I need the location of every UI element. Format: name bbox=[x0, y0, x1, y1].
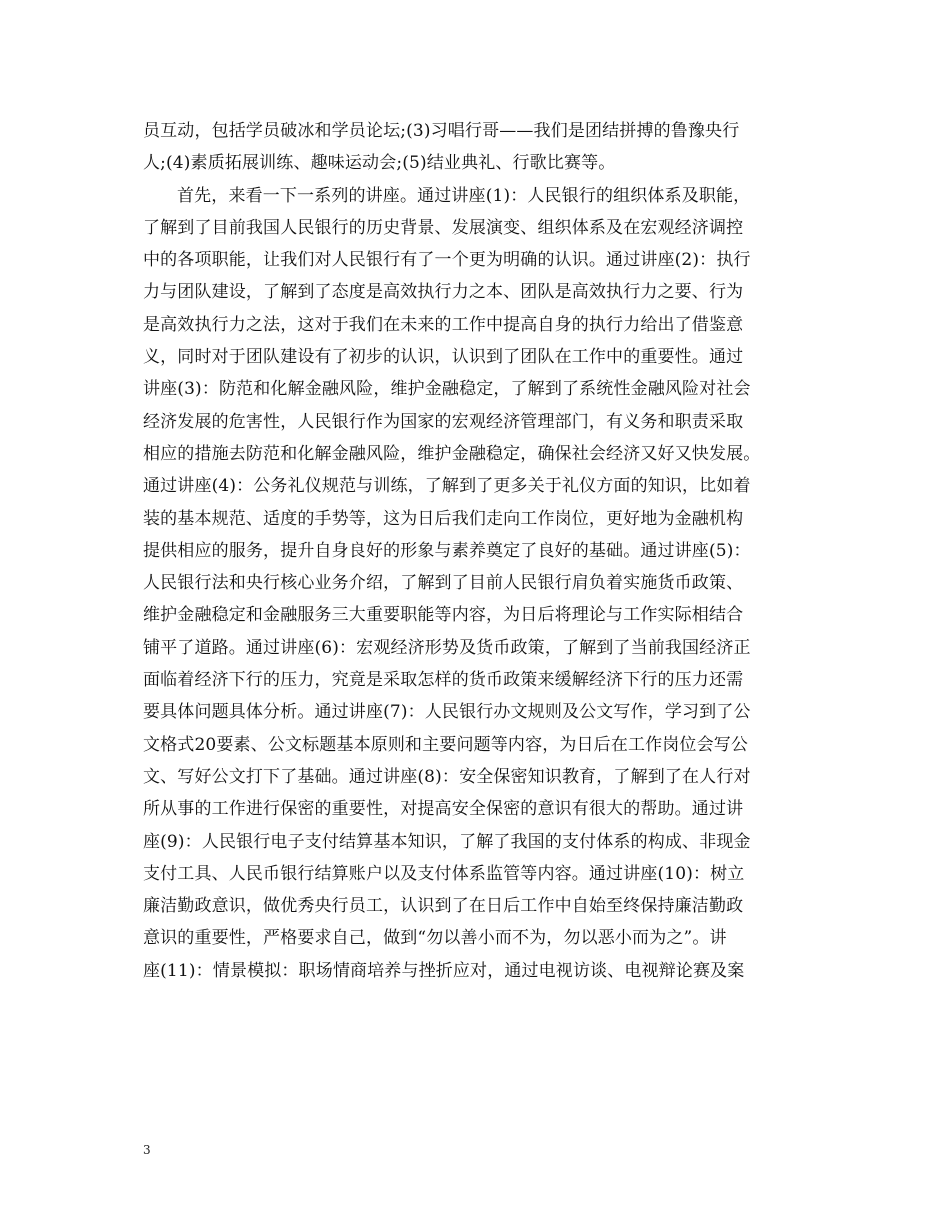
text-line: 了解到了目前我国人民银行的历史背景、发展演变、组织体系及在宏观经济调控 bbox=[143, 217, 744, 238]
text-line: 装的基本规范、适度的手势等，这为日后我们走向工作岗位，更好地为金融机构 bbox=[143, 508, 744, 529]
text-line: 人;(4)素质拓展训练、趣味运动会;(5)结业典礼、行歌比赛等。 bbox=[143, 153, 616, 174]
text-line: 相应的措施去防范和化解金融风险，维护金融稳定，确保社会经济又好又快发展。 bbox=[143, 443, 761, 464]
body-text bbox=[143, 115, 833, 987]
page-number: 3 bbox=[143, 1143, 151, 1157]
text-line: 面临着经济下行的压力，究竟是采取怎样的货币政策来缓解经济下行的压力还需 bbox=[143, 670, 744, 691]
text-line: 文格式20要素、公文标题基本原则和主要问题等内容，为日后在工作岗位会写公 bbox=[143, 734, 749, 755]
text-line: 中的各项职能，让我们对人民银行有了一个更为明确的认识。通过讲座(2)：执行 bbox=[143, 250, 751, 271]
text-line: 廉洁勤政意识，做优秀央行员工，认识到了在日后工作中自始至终保持廉洁勤政 bbox=[143, 896, 744, 917]
text-line: 通过讲座(4)：公务礼仪规范与训练，了解到了更多关于礼仪方面的知识，比如着 bbox=[143, 476, 751, 497]
text-line: 义，同时对于团队建设有了初步的认识，认识到了团队在工作中的重要性。通过 bbox=[143, 347, 744, 368]
text-line: 讲座(3)：防范和化解金融风险，维护金融稳定，了解到了系统性金融风险对社会 bbox=[143, 379, 751, 400]
text-line: 意识的重要性，严格要求自己，做到“勿以善小而不为，勿以恶小而为之”。讲 bbox=[143, 928, 727, 949]
text-line: 支付工具、人民币银行结算账户以及支付体系监管等内容。通过讲座(10)：树立 bbox=[143, 863, 745, 884]
paragraph-start-line: 首先，来看一下一系列的讲座。通过讲座(1)：人民银行的组织体系及职能， bbox=[177, 185, 751, 206]
text-line: 座(9)：人民银行电子支付结算基本知识，了解了我国的支付体系的构成、非现金 bbox=[143, 831, 751, 852]
text-line: 提供相应的服务，提升自身良好的形象与素养奠定了良好的基础。通过讲座(5)： bbox=[143, 540, 751, 561]
text-line: 是高效执行力之法，这对于我们在未来的工作中提高自身的执行力给出了借鉴意 bbox=[143, 314, 744, 335]
text-line: 经济发展的危害性，人民银行作为国家的宏观经济管理部门，有义务和职责采取 bbox=[143, 411, 744, 432]
text-line: 铺平了道路。通过讲座(6)：宏观经济形势及货币政策，了解到了当前我国经济正 bbox=[143, 637, 751, 658]
text-line: 所从事的工作进行保密的重要性，对提高安全保密的意识有很大的帮助。通过讲 bbox=[143, 799, 744, 820]
text-line: 员互动，包括学员破冰和学员论坛;(3)习唱行哥——我们是团结拼搏的鲁豫央行 bbox=[143, 121, 740, 141]
text-line: 要具体问题具体分析。通过讲座(7)：人民银行办文规则及公文写作，学习到了公 bbox=[143, 702, 751, 723]
text-line: 维护金融稳定和金融服务三大重要职能等内容，为日后将理论与工作实际相结合 bbox=[143, 605, 744, 626]
text-line: 座(11)：情景模拟：职场情商培养与挫折应对，通过电视访谈、电视辩论赛及案 bbox=[143, 960, 745, 981]
text-line: 人民银行法和央行核心业务介绍，了解到了目前人民银行肩负着实施货币政策、 bbox=[143, 573, 744, 594]
text-line: 力与团队建设，了解到了态度是高效执行力之本、团队是高效执行力之要、行为 bbox=[143, 282, 744, 303]
text-line: 文、写好公文打下了基础。通过讲座(8)：安全保密知识教育，了解到了在人行对 bbox=[143, 766, 751, 787]
